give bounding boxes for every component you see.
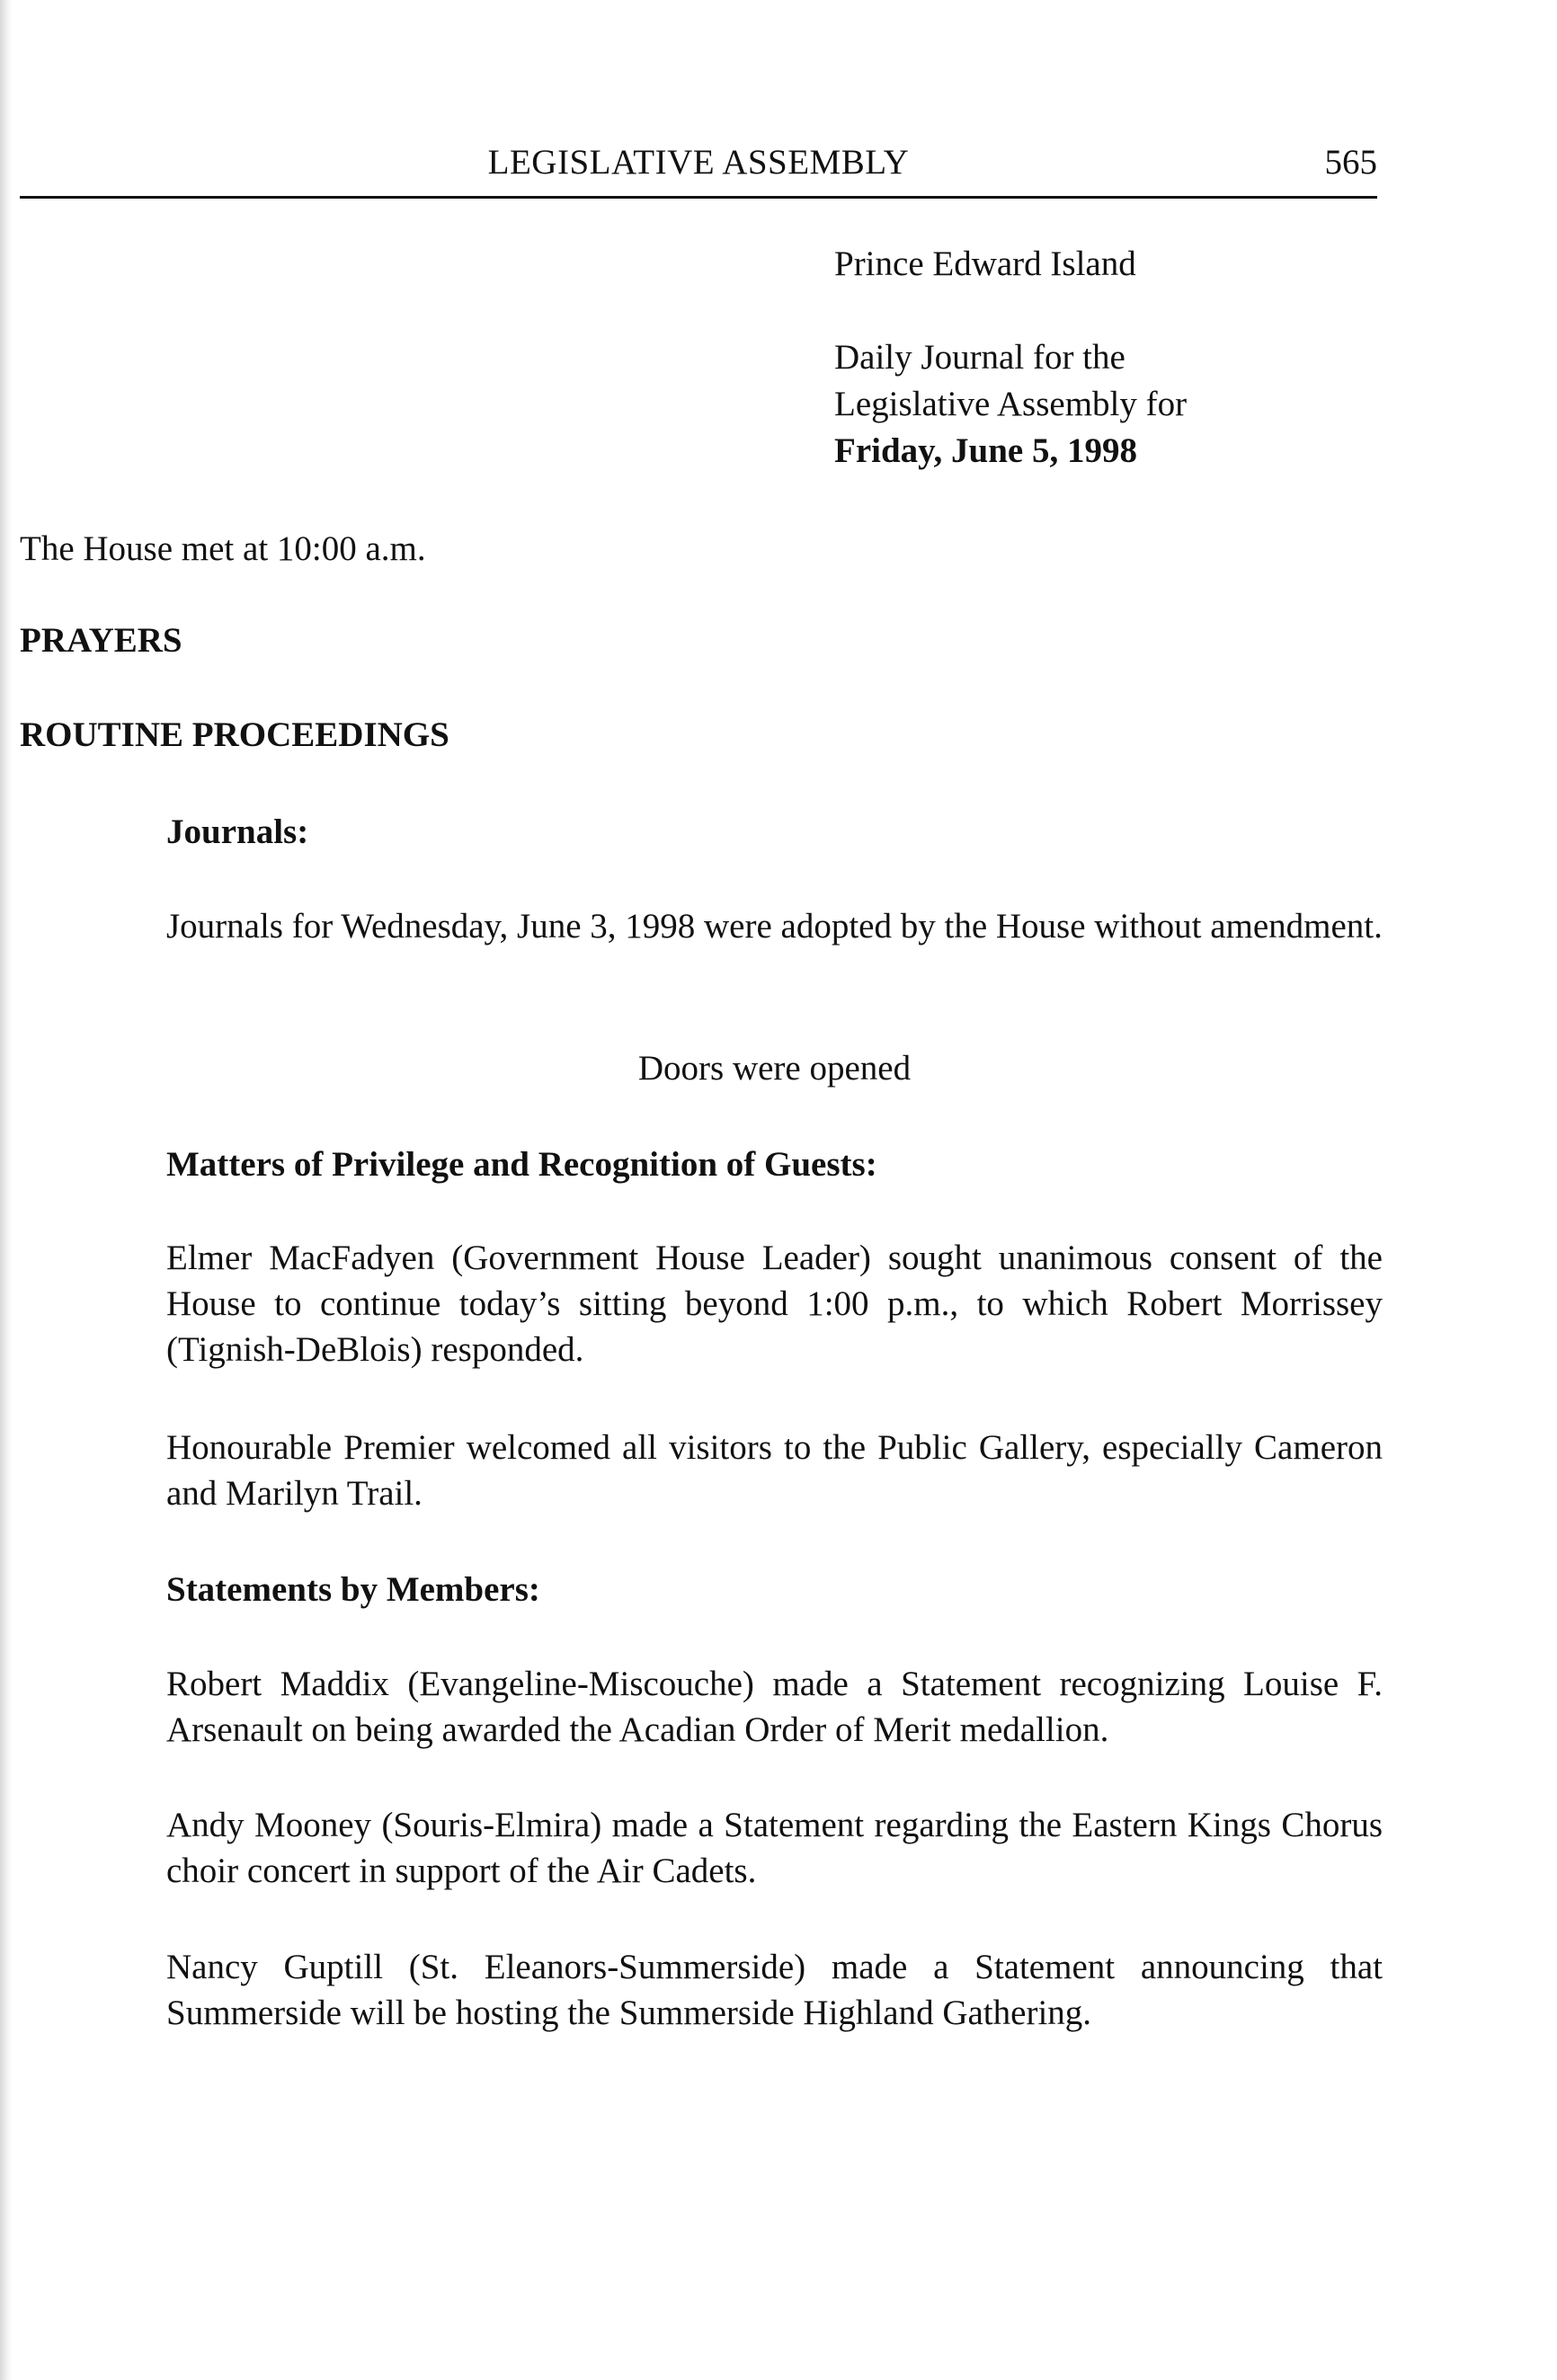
statement-paragraph: Nancy Guptill (St. Eleanors-Summerside) made a Statement announcing that Summerside will be hosting the Summerside Highland Gathering.: [166, 1948, 1383, 2032]
privilege-paragraph: Elmer MacFadyen (Government House Leader) sought unanimous consent of the House to continue today’s sitting beyond 1:00 p.m., to which Robert Morrissey (Tignish-DeBlois) responded.: [166, 1239, 1383, 1369]
prayers-heading: PRAYERS: [20, 621, 182, 660]
routine-proceedings-heading: ROUTINE PROCEEDINGS: [20, 715, 449, 754]
page-header: [20, 142, 1377, 196]
journal-title-line1: Daily Journal for the: [834, 338, 1125, 377]
privilege-paragraph: Honourable Premier welcomed all visitors to the Public Gallery, especially Cameron and Marilyn Trail.: [166, 1428, 1383, 1513]
page-number: 565: [1324, 143, 1377, 182]
statement-paragraph: Andy Mooney (Souris-Elmira) made a Statement regarding the Eastern Kings Chorus choir concert in support of the Air Cadets.: [166, 1806, 1383, 1890]
statement-paragraph: Robert Maddix (Evangeline-Miscouche) made a Statement recognizing Louise F. Arsenault on being awarded the Acadian Order of Merit medallion.: [166, 1665, 1383, 1749]
privilege-heading: Matters of Privilege and Recognition of Guests:: [166, 1145, 877, 1184]
page-edge-shadow: [0, 0, 13, 2380]
header-title: LEGISLATIVE ASSEMBLY: [487, 143, 910, 182]
statements-heading: Statements by Members:: [166, 1570, 540, 1609]
journals-paragraph: Journals for Wednesday, June 3, 1998 were adopted by the House without amendment.: [166, 907, 1383, 946]
journal-date: Friday, June 5, 1998: [834, 431, 1137, 470]
province-name: Prince Edward Island: [834, 244, 1136, 283]
header-rule: [20, 196, 1377, 199]
opening-line: The House met at 10:00 a.m.: [20, 529, 426, 568]
journal-title-line2: Legislative Assembly for: [834, 385, 1188, 423]
journal-title-block: [834, 241, 1187, 475]
doors-opened-note: Doors were opened: [637, 1049, 912, 1088]
journals-heading: Journals:: [166, 813, 309, 851]
